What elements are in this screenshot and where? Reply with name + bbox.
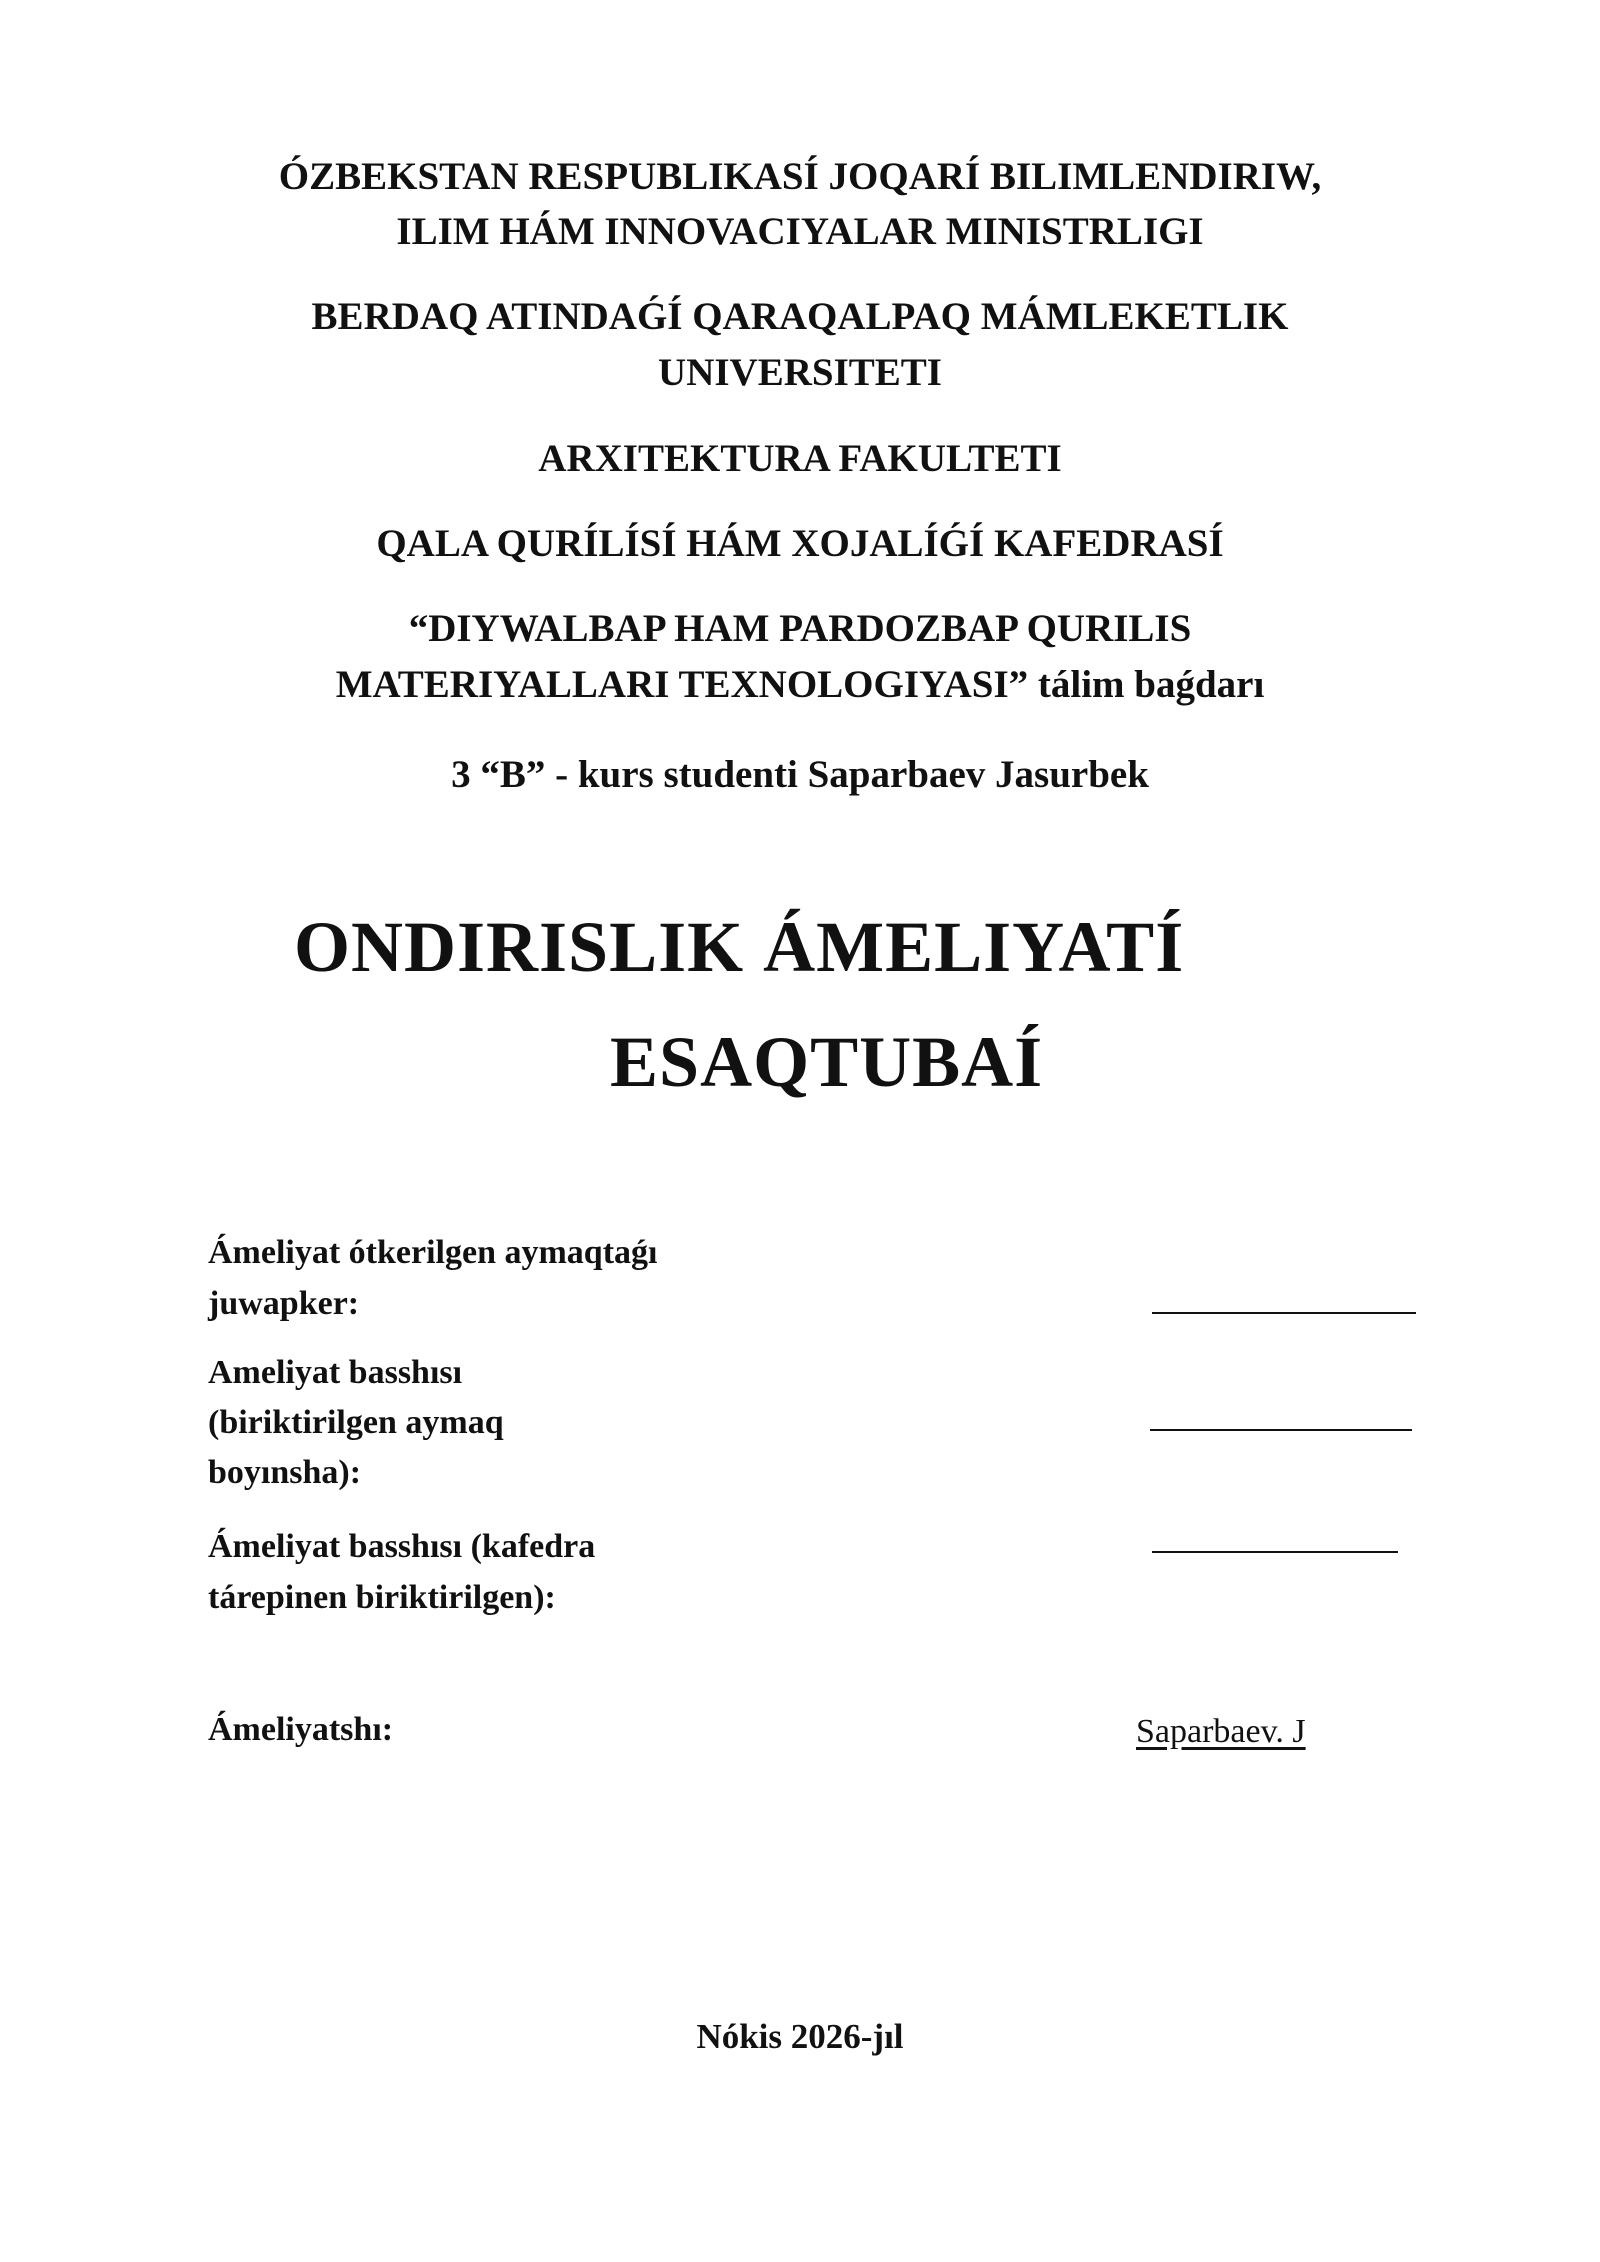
site-head-signature-line — [1150, 1429, 1412, 1431]
report-title-line-2: ESAQTUBAÍ — [610, 1022, 1044, 1102]
faculty-name: ARXITEKTURA FAKULTETI — [538, 437, 1062, 480]
report-title-line-1: ONDIRISLIK ÁMELIYATÍ — [294, 907, 1185, 987]
place-and-year: Nókis 2026-jıl — [696, 2017, 904, 2056]
dept-head-signature-line — [1152, 1551, 1398, 1553]
department-name: QALA QURÍLÍSÍ HÁM XOJALÍǴÍ KAFEDRASÍ — [376, 522, 1224, 565]
dept-head-label-line-2: tárepinen biriktirilgen): — [208, 1579, 556, 1616]
ministry-line-1: ÓZBEKSTAN RESPUBLIKASÍ JOQARÍ BILIMLENDIRIW, — [278, 155, 1322, 198]
university-line-2: UNIVERSITETI — [658, 351, 942, 394]
site-head-label-line-1: Ameliyat basshısı — [208, 1354, 463, 1391]
trainee-label: Ámeliyatshı: — [208, 1711, 394, 1748]
ministry-line-2: ILIM HÁM INNOVACIYALAR MINISTRLIGI — [396, 210, 1204, 253]
responsible-label-line-2: juwapker: — [208, 1285, 360, 1322]
site-head-label-line-3: boyınsha): — [208, 1454, 362, 1491]
program-line-1: “DIYWALBAP HAM PARDOZBAP QURILIS — [408, 607, 1192, 650]
dept-head-label-line-1: Ámeliyat basshısı (kafedra — [208, 1528, 596, 1565]
university-line-1: BERDAQ ATINDAǴÍ QARAQALPAQ MÁMLEKETLIK — [311, 295, 1289, 338]
responsible-label-line-1: Ámeliyat ótkerilgen aymaqtaǵı — [208, 1234, 658, 1271]
site-head-label-line-2: (biriktirilgen aymaq — [208, 1404, 504, 1441]
responsible-signature-line — [1152, 1312, 1416, 1314]
program-line-2: MATERIYALLARI TEXNOLOGIYASI” tálim baǵdarı — [335, 663, 1265, 706]
trainee-name: Saparbaev. J — [1136, 1713, 1306, 1750]
student-line: 3 “B” - kurs studenti Saparbaev Jasurbek — [451, 753, 1149, 796]
